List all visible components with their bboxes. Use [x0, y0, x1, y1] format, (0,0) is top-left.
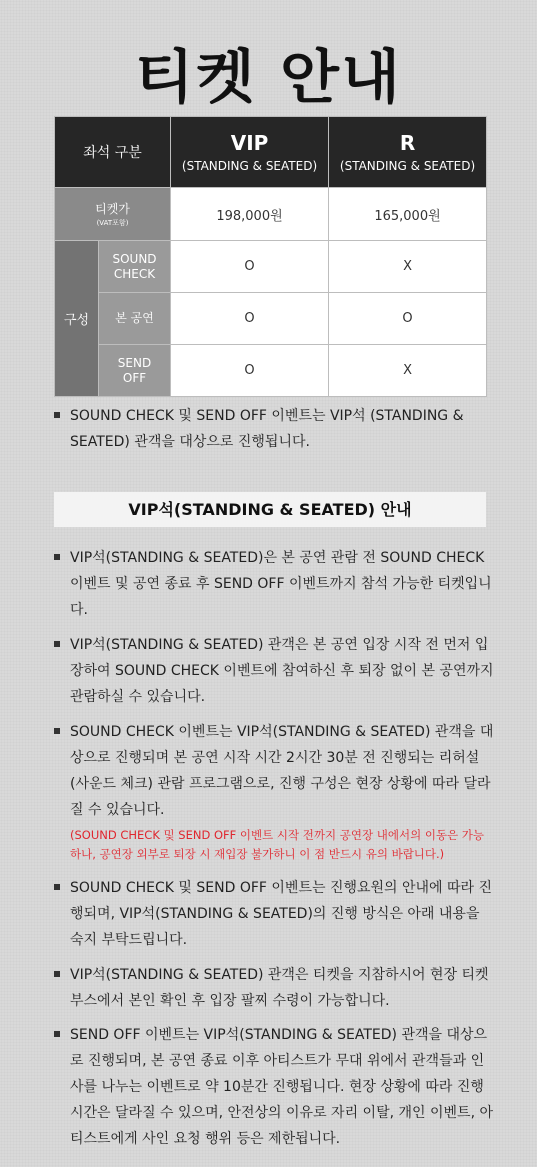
- ticket-table: [54, 116, 487, 397]
- price-vip: 198,000원: [171, 188, 329, 241]
- list-item: [54, 719, 494, 864]
- row-label-text: SOUND CHECK: [112, 251, 157, 281]
- red-warning-note: (SOUND CHECK 및 SEND OFF 이벤트 시작 전까지 공연장 내에서의 이동은 가능하나, 공연장 외부로 퇴장 시 재입장 불가하니 이 점 반드시 유의 바랍니다.): [70, 828, 485, 861]
- price-r: 165,000원: [329, 188, 487, 241]
- table-row: [55, 293, 487, 345]
- seat-type-header: 좌석 구분: [55, 117, 171, 188]
- bullet-text: SEND OFF 이벤트는 VIP석(STANDING & SEATED) 관객을 대상으로 진행되며, 본 공연 종료 이후 아티스트가 무대 위에서 관객들과 인사를 나누는 이벤트로 약 10분간 진행됩니다. 현장 상황에 따라 진행 시간은 달라질 수 있으며, 안전상의 이유로 자리 이탈, 개인 이벤트, 아티스트에게 사인 요청 행위 등은 제한됩니다.: [70, 1027, 493, 1147]
- cell-vip-soundcheck: O: [171, 241, 329, 293]
- table-header-row: [55, 117, 487, 188]
- price-label: 티켓가: [95, 202, 130, 216]
- section-title: VIP석(STANDING & SEATED) 안내: [54, 492, 486, 527]
- group-label: 구성: [55, 241, 99, 397]
- bullet-text: VIP석(STANDING & SEATED) 관객은 티켓을 지참하시어 현장 티켓부스에서 본인 확인 후 입장 팔찌 수령이 가능합니다.: [70, 967, 489, 1009]
- cell-r-sendoff: X: [329, 345, 487, 397]
- list-item: [54, 1022, 494, 1152]
- list-item: [54, 545, 494, 623]
- list-item: [54, 962, 494, 1014]
- bullet-text: SOUND CHECK 이벤트는 VIP석(STANDING & SEATED) 관객을 대상으로 진행되며 본 공연 시작 시간 2시간 30분 전 진행되는 리허설(사운드 체크) 관람 프로그램으로, 진행 구성은 현장 상황에 따라 달라질 수 있습니다.: [70, 724, 494, 818]
- bullet-text: VIP석(STANDING & SEATED)은 본 공연 관람 전 SOUND CHECK 이벤트 및 공연 종료 후 SEND OFF 이벤트까지 참석 가능한 티켓입니다.: [70, 550, 492, 618]
- r-name: R: [399, 131, 416, 155]
- price-row: [55, 188, 487, 241]
- row-label-soundcheck: [99, 241, 171, 293]
- note-bullet: [54, 403, 494, 455]
- vip-header: [171, 117, 329, 188]
- row-label-text: SEND OFF: [117, 355, 152, 385]
- bullet-text: SOUND CHECK 및 SEND OFF 이벤트는 진행요원의 안내에 따라 진행되며, VIP석(STANDING & SEATED)의 진행 방식은 아래 내용을 숙지 부탁드립니다.: [70, 880, 493, 948]
- bullet-text: VIP석(STANDING & SEATED) 관객은 본 공연 입장 시작 전 먼저 입장하여 SOUND CHECK 이벤트에 참여하신 후 퇴장 없이 본 공연까지 관람하실 수 있습니다.: [70, 637, 494, 705]
- vip-name: VIP: [230, 131, 269, 155]
- note-text: SOUND CHECK 및 SEND OFF 이벤트는 VIP석 (STANDING & SEATED) 관객을 대상으로 진행됩니다.: [70, 408, 464, 450]
- row-label-main-show: 본 공연: [99, 293, 171, 345]
- vip-sub: (STANDING & SEATED): [181, 159, 318, 173]
- cell-vip-main-show: O: [171, 293, 329, 345]
- list-item: [54, 875, 494, 953]
- cell-r-main-show: O: [329, 293, 487, 345]
- price-sub: (VAT포함): [96, 219, 129, 227]
- price-label-cell: [55, 188, 171, 241]
- table-row: [55, 345, 487, 397]
- r-header: [329, 117, 487, 188]
- row-label-sendoff: [99, 345, 171, 397]
- table-row: [55, 241, 487, 293]
- list-item: [54, 632, 494, 710]
- r-sub: (STANDING & SEATED): [339, 159, 476, 173]
- cell-r-soundcheck: X: [329, 241, 487, 293]
- cell-vip-sendoff: O: [171, 345, 329, 397]
- page-title: 티켓 안내: [134, 43, 403, 111]
